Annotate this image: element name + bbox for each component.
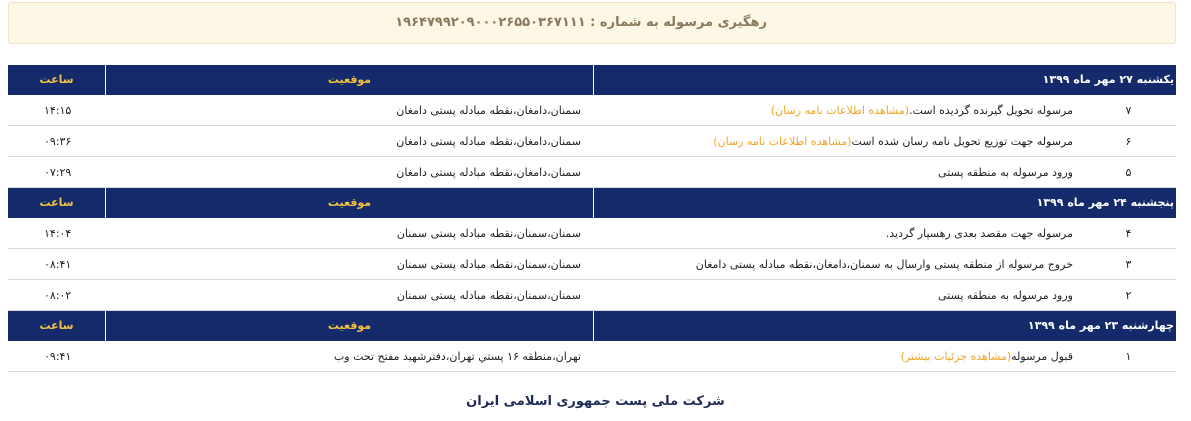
event-location: سمنان،دامغان،نقطه مبادله پستی دامغان	[396, 165, 581, 179]
event-description	[593, 258, 1081, 271]
event-text: ورود مرسوله به منطقه پستی	[938, 165, 1073, 179]
event-number: ۳	[1125, 257, 1132, 271]
event-location: سمنان،سمنان،نقطه مبادله پستی سمنان	[396, 288, 581, 302]
date-header-row	[8, 65, 1176, 95]
event-location: سمنان،سمنان،نقطه مبادله پستی سمنان	[396, 257, 581, 271]
table-row	[8, 249, 1176, 280]
event-time: ۰۹:۴۱	[44, 349, 72, 363]
date-header: پنجشنبه ۲۴ مهر ماه ۱۳۹۹	[593, 188, 1176, 218]
event-time: ۰۷:۲۹	[44, 165, 72, 179]
date-header: چهارشنبه ۲۳ مهر ماه ۱۳۹۹	[593, 311, 1176, 341]
time-column-header: ساعت	[39, 196, 74, 209]
event-time: ۱۴:۱۵	[44, 103, 72, 117]
event-number: ۱	[1125, 349, 1132, 363]
event-description	[593, 104, 1081, 117]
event-time: ۰۸:۰۲	[44, 288, 72, 302]
table-row	[8, 341, 1176, 372]
table-row	[8, 126, 1176, 157]
tracking-banner	[8, 2, 1176, 44]
tracking-table	[8, 65, 1176, 372]
event-time: ۰۸:۴۱	[44, 257, 72, 271]
event-time: ۰۹:۳۶	[44, 134, 72, 148]
event-number: ۵	[1125, 165, 1132, 179]
view-postman-info-link[interactable]: (مشاهده اطلاعات نامه رسان)	[770, 103, 910, 117]
time-column-header: ساعت	[39, 319, 74, 332]
event-description	[593, 135, 1081, 148]
event-location: سمنان،سمنان،نقطه مبادله پستی سمنان	[396, 226, 581, 240]
event-description	[593, 227, 1081, 240]
event-text: مرسوله تحویل گیرنده گردیده است.	[909, 103, 1073, 117]
event-number: ۴	[1125, 226, 1132, 240]
table-row	[8, 280, 1176, 311]
event-time: ۱۴:۰۴	[44, 226, 72, 240]
event-text: خروج مرسوله از منطقه پستی وارسال به سمنان،دامغان،نقطه مبادله پستی دامغان	[695, 257, 1073, 271]
event-number: ۲	[1125, 288, 1132, 302]
event-location: سمنان،دامغان،نقطه مبادله پستی دامغان	[396, 134, 581, 148]
event-location: تهران،منطقه ۱۶ پستي تهران،دفترشهید مفتح تحت وب	[333, 349, 581, 363]
event-number: ۶	[1125, 134, 1132, 148]
event-location: سمنان،دامغان،نقطه مبادله پستی دامغان	[396, 103, 581, 117]
location-column-header: موقعیت	[105, 65, 593, 95]
event-text: ورود مرسوله به منطقه پستی	[938, 288, 1073, 302]
location-column-header: موقعیت	[105, 188, 593, 218]
event-text: قبول مرسوله	[1011, 349, 1073, 363]
location-column-header: موقعیت	[105, 311, 593, 341]
table-row	[8, 218, 1176, 249]
table-row	[8, 95, 1176, 126]
view-postman-info-link[interactable]: (مشاهده اطلاعات نامه رسان)	[713, 134, 852, 148]
event-description	[593, 289, 1081, 302]
event-text: مرسوله جهت مقصد بعدی رهسپار گردید.	[885, 226, 1073, 240]
date-header-row	[8, 188, 1176, 218]
date-header-row	[8, 311, 1176, 341]
table-row	[8, 157, 1176, 188]
date-header: یکشنبه ۲۷ مهر ماه ۱۳۹۹	[593, 65, 1176, 95]
event-description	[593, 166, 1081, 179]
event-number: ۷	[1125, 103, 1132, 117]
event-description	[593, 350, 1081, 363]
footer-company-name: شرکت ملی پست جمهوری اسلامی ایران	[466, 394, 725, 409]
tracking-number-text: رهگیری مرسوله به شماره : ۱۹۶۴۷۹۹۲۰۹۰۰۰۲۶۵۵۰۳۶۷۱۱۱	[395, 15, 767, 30]
time-column-header: ساعت	[39, 73, 74, 86]
view-more-details-link[interactable]: (مشاهده جزئیات بیشتر)	[900, 349, 1012, 363]
event-text: مرسوله جهت توزیع تحویل نامه رسان شده است	[851, 134, 1073, 148]
